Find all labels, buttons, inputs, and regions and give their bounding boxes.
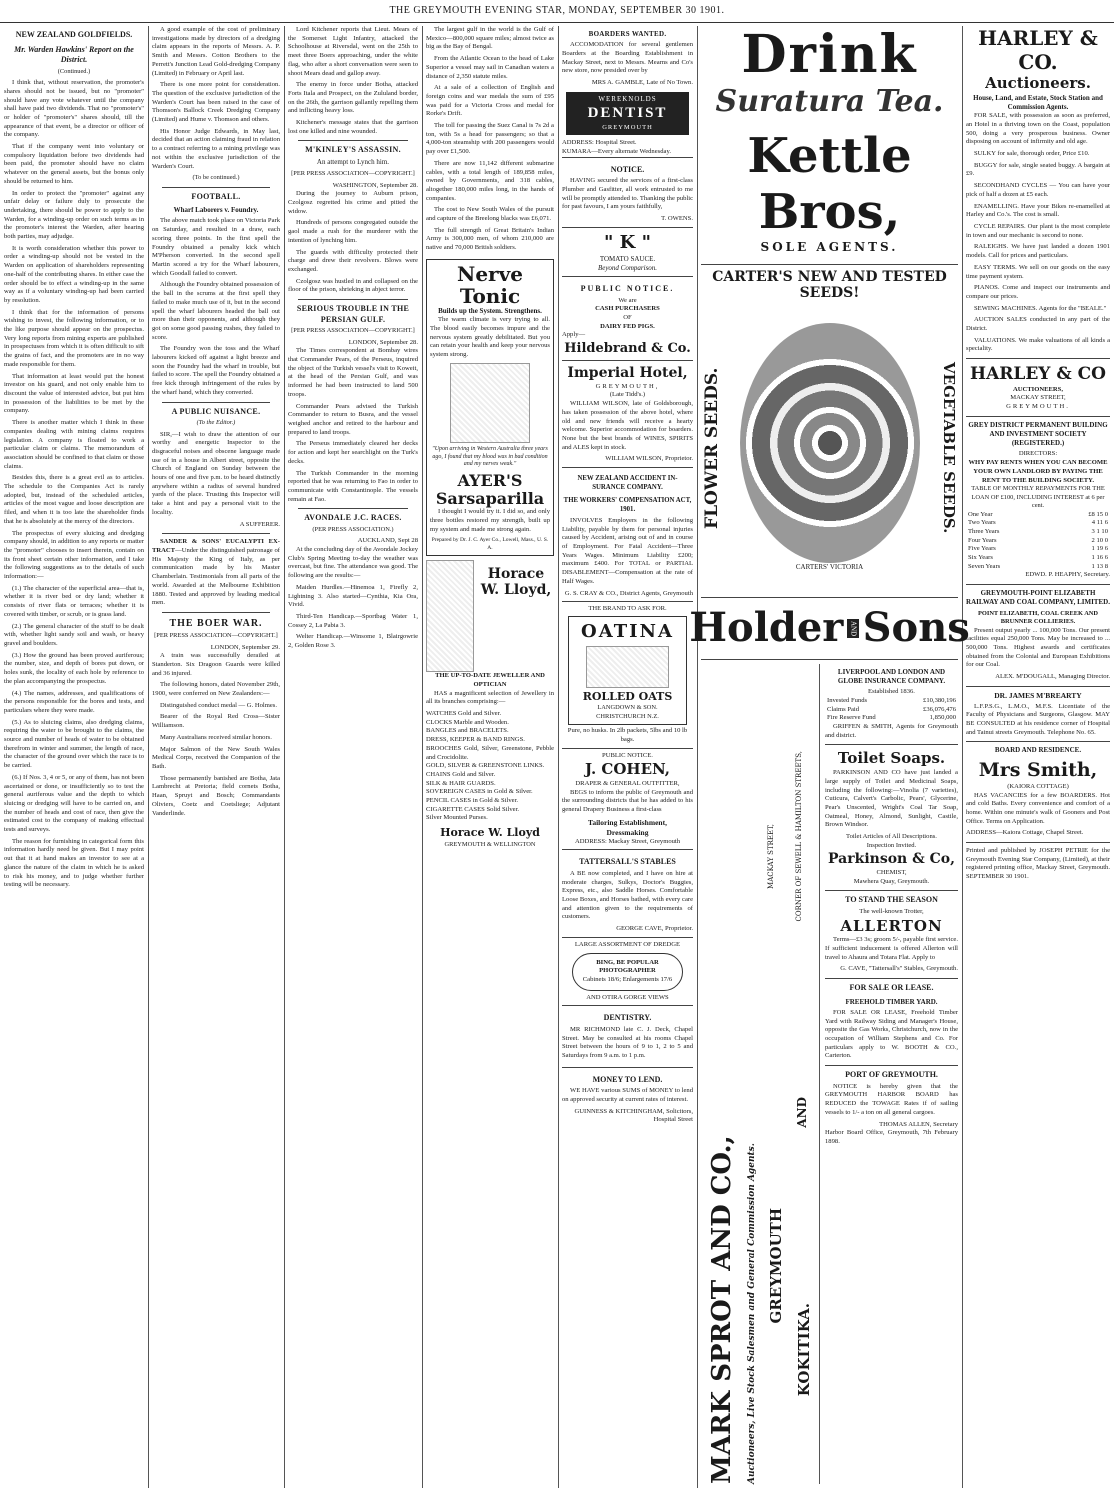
mark-sprot-and: AND [795,1096,810,1128]
table-value-cell: 2 10 0 [1091,536,1108,544]
paragraph: (4.) The names, addresses, and qualifications of the persons responsible for the bores and tests, and particulars where they were made. [4,689,144,714]
paragraph: Distinguished conduct medal — G. Holmes. [160,701,278,709]
paragraph: SEWING MACHINES. Agents for the "BEALE." [974,304,1107,312]
public-notice-line: CASH PURCHASERS [595,305,660,313]
cohen-address: ADDRESS: Mackay Street, Greymouth [574,837,681,845]
paragraph: The toll for passing the Suez Canal is 7s 2d a ton, with 5s a head for passengers; so that a 4,000-ton steamship with 200 passengers would pay over £1,500. [426,122,554,156]
paragraph: (6.) If Nos. 3, 4 or 5, or any of them, has not been ascertained or done, or insufficiently so to test the general auriferous value and the depth to which sluicing or dredging will have to be carried on, and the number of heads and cost of race, then give the estimated cost to the company of making effectual tests and surveys. [4,773,144,834]
paragraph: Major Salmon of the New South Wales Medical Corps, received the Companion of the Bath. [152,745,280,770]
table-label-cell: Three Years [968,527,1000,535]
workers-act-text: INVOLVES Employers in the following Liability, payable by them for personal injuries caused by Accident, arising out of and in course of Employment. For Fatal Accident—Three Years Wages. Minimum Liability £200; maximum £400. For TOTAL or PARTIAL DISABLEMENT—Compensation at the rate of Half Wages. [562,516,693,585]
table-value-cell: 1 13 8 [1091,562,1108,570]
plumber-signature: T. OWENS. [661,215,693,223]
persian-body [288,347,418,504]
paragraph: Those permanently banished are Botha, Jata Lambrecht at Pretoria; field cornets Botha, Haan, Spruyt and Bosch; Commandants Oliviers, Coetz and Coetsliege; Adjutant Vanderlinde. [152,774,280,817]
timber-heading: FREEHOLD TIMBER YARD. [845,997,938,1006]
cohen-notice-heading: PUBLIC NOTICE. [602,751,653,759]
table-row [966,537,1110,546]
paragraph: At a sale of a collection of English and foreign coins and war medals the sum of £95 was paid for a Victoria Cross and medal for Rorke's Drift. [426,84,554,118]
paragraph: Besides this, there is a great evil as to articles. The schedule to the Companies Act is rarely adopted, but, instead of the scheduled articles, articles of the most vague and loose description are filed, and when it is too late the shareholder finds that he is absolutely at the mercy of the directors. [4,474,144,525]
boarders-text: ACCOMODATION for several gentlemen Boarders at the Boarding Establishment in Mackay Street, next to Messrs. Mearns and Co's new store, now presided over by [562,41,693,75]
money-text: WE HAVE various SUMS of MONEY to lend on approved security at current rates of interest. [562,1087,693,1103]
parkinson-trade: CHEMIST, [876,868,907,876]
toilet-articles: Toilet Articles of All Descriptions. [846,833,937,841]
paragraph: There are now 11,142 different submarine cables, with a total length of 189,858 miles, owned by Governments, and 318 cables, altogether 180,000 miles long, in the hands of companies. [426,159,554,202]
table-value-cell: 3 1 10 [1091,527,1108,535]
mark-sprot-trade: Auctioneers, Live Stock Salesmen and General Commission Agents. [747,1142,758,1484]
portrait-illustration [450,363,530,443]
paragraph: During the journey to Auburn prison, Czolgosz regretted his crime and pitied the widow. [288,190,418,215]
continued-note: (Continued.) [57,67,91,75]
workers-act-signature: G. S. CRAY & CO., District Agents, Greymouth [564,589,693,597]
paragraph: SILK & HAIR GUARDS. [426,779,496,787]
oatina-foot: Pure, no husks. In 2lb packets, 5lbs and 10 lb bags. [567,727,688,743]
ayers-title: AYER'S Sarsaparilla [435,471,545,509]
paragraph: There is another matter which I think in these companies dealing with mining claims requires legislation. A company is floated to work a particular claim or claims. The memorandum of association should be confined to that claim or those claims. [4,419,144,470]
k-sauce-title: " K " [604,231,651,253]
imprint: Printed and published by JOSEPH PETRIE for the Greymouth Evening Star Company, (Limited), at their registered printing office, Mackay Street, Greymouth. SEPTEMBER 30 1901. [966,847,1110,881]
mark-sprot-ad [701,664,820,1484]
paragraph: AUCTION SALES conducted in any part of the District. [966,316,1110,333]
nerve-tonic-text: The warm climate is very trying to all. The blood easily becomes impure and the nervous system greatly debilitated. But you can retain your health and keep your nervous system strong. [430,316,550,358]
paragraph: Many Australians received similar honors. [160,733,272,741]
harley-address: MACKAY STREET, [1010,394,1066,402]
football-subheading: Wharf Laborers v. Foundry. [173,206,259,215]
table-row [825,714,958,723]
paragraph: The largest gulf in the world is the Gulf of Mexico—800,000 square miles; almost twice as big as the Bay of Bengal. [426,26,554,51]
table-value-cell: £36,076,476 [923,705,956,713]
paragraph: Third-Ten Handicap.—Sportbag Water 1, Cossey 2, La Pabia 3. [288,612,418,629]
paragraph: BROOCHES Gold, Silver, Greenstone, Pebble and Crocidolite. [426,744,554,761]
nuisance-heading: A PUBLIC NUISANCE. [171,406,261,416]
paragraph: The Times correspondent at Bombay wires that Commander Pears, of the Perseus, inquired the object of the Turkish vessel's visit to Koweit, at the head of the Persian Gulf, and was informed he had been instructed to land 500 troops. [288,347,418,398]
mark-sprot-name: MARK SPROT AND CO., [707,1134,738,1484]
boarders-heading: BOARDERS WANTED. [588,30,667,38]
paragraph: FOR SALE, with possession as soon as preferred, an Hotel in a thriving town on the Coast, population 500, doing a very prosperous business. Owner disposing on account of infirmity and old age. [966,112,1110,146]
plumber-notice-text: HAVING secured the services of a first-class Plumber and Gasfitter, all work entrusted to me will be promptly attended to. Thanking the public for past favours, I am yours faithfully, [562,177,693,211]
holder-right: Sons [862,603,970,651]
mrs-smith-text: HAS VACANCIES for a few BOARDERS. Hot and cold Baths. Every convenience and comfort of a home. Within one minute's walk of Gooners and Post Office. Terms on Application. [966,791,1110,825]
paragraph: His Honor Judge Edwards, in May last, decided that an action claiming fraud in relation to a contract referring to a mining privilege was not within the exclusive jurisdiction of the Warden's Court. [152,127,280,170]
column-rule [962,26,963,1488]
paragraph: Hundreds of persons congregated outside the gaol made a rush for the murderer with the intention of lynching him. [288,219,418,244]
sale-heading: FOR SALE OR LEASE. [849,983,934,993]
paragraph: The Turkish Commander in the morning reported that he was returning to Fao in order to communicate with Constantinople. The vessels remain at Fao. [288,469,418,503]
drink-headline: Drink [741,24,918,85]
table-label-cell: Seven Years [968,562,1001,570]
port-footer: Harbor Board Office, Greymouth, 7th February 1898. [825,1129,958,1145]
table-label-cell: Five Years [968,545,996,553]
nerve-tonic-title: Nerve Tonic [457,261,523,308]
port-text: NOTICE is hereby given that the GREYMOUTH HARBOR BOARD has REDUCED the TOWAGE Rates if of sailing vessels to 1/- a ton on all general cargoes. [825,1082,958,1116]
paragraph: CHAINS Gold and Silver. [426,770,496,778]
nz-accident-heading: NEW ZEALAND ACCIDENT IN-SURANCE COMPANY. [577,475,678,492]
paragraph: Bearer of the Royal Red Cross—Sister Williamson. [152,713,280,730]
paragraph: The above match took place on Victoria Park on Saturday, and resulted in a draw, each scoring three points. In the first spell the Foundry obtained a penalty kick which M'Pherson converted. In the second spell Martin scored a try for the Wharf labourers, which Goodall failed to convert. [152,217,280,277]
imperial-signature: WILLIAM WILSON, Proprietor. [605,455,693,463]
article-body [4,79,144,890]
column-6-right [820,664,958,1484]
oatina-maker: LANGDOWN & SON. CHRISTCHURCH N.Z. [596,704,659,720]
paragraph: Kitchener's message states that the garrison lost one killed and nine wounded. [288,119,418,135]
harley-sub: House, Land, and Estate, Stock Station and Commission Agents. [973,93,1103,112]
table-row [825,697,958,706]
article-title: Mr. Warden Hawkins' Report on the District. [14,44,134,65]
mark-sprot-kokitika: KOKITIKA. [795,1302,814,1396]
horace-footer: Horace W. Lloyd [440,826,540,840]
port-signature: THOMAS ALLEN, Secretary [879,1120,958,1128]
sander-text: —Under the distinguished patronage of His Majesty the King of Italy, as per communication made by his Master Chamberlain. Testimonials from all parts of the world. Awarded at the Melbourne Exhibition 1880. Tested and approved by leading medical men. [152,546,280,607]
liverpool-established: Established 1836. [868,688,915,696]
nuisance-signature: A SUFFERER. [239,520,280,528]
horace-lloyd-name: Horace W. Lloyd, [480,566,552,599]
grey-district-heading: GREY DISTRICT PERMANENT BUILDING AND INVESTMENT SOCIETY (REGISTERED.) [968,420,1108,448]
tattersall-heading: TATTERSALL'S STABLES [579,857,676,867]
dentist-banner: WEREKNOLDS DENTIST GREYMOUTH [566,92,689,136]
imperial-hotel-title: Imperial Hotel, [567,365,688,382]
paragraph: In order to protect the "promoter" against any unfair delay or failure duly to prosecute the undertaking, there should be power to apply to the Warden, for a winding-up order on such terms as in the promoter's interest the Warden, after hearing both parties, may adjudge. [4,189,144,241]
allerton-text: Terms—£3 3s; groom 5/-, payable first service. If sufficient inducement is offered Allerton will travel to Ahaura and Totara Flat. Apply to [825,936,958,961]
otira-views: AND OTIRA GORGE VIEWS [586,993,669,1001]
grey-slogan: WHY PAY RENTS WHEN YOU CAN BECOME YOUR OWN LANDLORD BY PAYING THE RENT TO THE BUILDING SOCIETY. [968,459,1108,484]
paragraph: Czolgosz was hustled in and collapsed on the floor of the prison, shrieking in abject terror. [288,277,418,294]
table-label-cell: Four Years [968,536,997,544]
column-rule [558,26,559,1488]
trotter-line: The well-known Trotter, [859,907,924,915]
parkinson-address: Mawhera Quay, Greymouth. [853,877,930,885]
jeweller-figure-illustration [426,560,474,672]
k-sauce-sub: TOMATO SAUCE. [599,254,656,263]
column-rule [284,26,285,1488]
column-5 [562,26,693,1488]
table-label-cell: Invested Funds [827,696,868,704]
flower-seeds-label: FLOWER SEEDS. [702,367,722,529]
coal-text: Present output yearly ... 100,000 Tons. Our present facilities equal 250,000 Tons. May be increased to ... 500,000 Tons. Highest awards and certificates obtained from the Colonial and European Exhibitions for our Coal. [966,626,1110,669]
avondale-dateline: AUCKLAND, Sept 28 [357,537,418,545]
paragraph: A good example of the cost of preliminary investigations made by directors of a dredging claim appears in the reports of Messrs. A. P. Smith and Messrs. Cotton Brothers to the Perrett's Junction Lead Gold-dredging Company (Limited) in February or April last. [152,26,280,77]
plumber-notice-heading: NOTICE. [610,164,645,174]
nerve-caption: "Upon arriving in Western Australia three years ago, I found that my blood was in bad condition and my nerves weak." [432,445,548,468]
grey-directors: DIRECTORS: [1018,450,1058,458]
dredge-heading: LARGE ASSORTMENT OF DREDGE [574,940,681,948]
ayers-foot: Prepared by Dr. J. C. Ayer Co., Lowell, Mass., U. S. A. [431,537,549,551]
table-label-cell: Fire Reserve Fund [827,714,876,722]
table-row [966,511,1110,520]
oatina-heading: THE BRAND TO ASK FOR. [588,605,667,613]
public-notice-line: We are [618,296,637,304]
paragraph: BANGLES and BRACELETS. [426,727,509,735]
table-value-cell: £10,380,196 [923,696,956,704]
table-label-cell: One Year [968,510,993,518]
harley-town: GREYMOUTH. [1006,402,1070,410]
mckinley-subheading: An attempt to Lynch him. [316,157,390,166]
paragraph: VALUATIONS. We make valuations of all kinds a speciality. [966,336,1110,353]
imperial-text: WILLIAM WILSON, late of Goldsborough, has taken possession of the above hotel, where old and new friends will receive a hearty welcome. Superior accommodation for boarders. None but the best brands of WINES, SPIRITS and ALES kept in stock. [562,400,693,451]
imperial-late: (Late Tidd's.) [609,391,646,399]
oatina-brand: OATINA [581,620,674,642]
sander-heading: SANDER & SONS' EUCALYPTI EX-TRACT [152,538,280,554]
paragraph: WATCHES Gold and Silver. [426,710,502,718]
nuisance-subheading: (To the Editor.) [196,419,236,427]
tattersall-text: A BE now completed, and I have on hire at moderate charges, Sulkys, Doctor's Buggies, Express, etc., also Saddle Horses. Comfortable Loose Boxes, and Horses bathed, with every care and attention given to the requirements of customers. [562,869,693,921]
paragraph: CLOCKS Marble and Wooden. [426,718,509,726]
paragraph: (1.) The character of the superficial area—that is, whether it is river bed or dry land; whether it consists of river flats or terraces; whether it is covered with timber, or scrub, or is grass land. [4,584,144,618]
paragraph: Silver Mounted Purses. [426,814,488,822]
paragraph: Commander Pears advised the Turkish Commander to return to Busra, and the vessel weighed anchor and retired to the harbour and prepared to land troops. [288,402,418,436]
money-heading: MONEY TO LEND. [592,1074,663,1084]
paragraph: BUGGY for sale, single seated buggy. A bargain at £9. [966,161,1110,178]
toilet-soaps-text: PARKINSON AND CO have just landed a large supply of Toilet and Medicinal Soaps, including the following:—Vinolia (7 varieties), Cuticura, Calvert's Carbolic, Pears', Glycerine, Pear's Unscented, Wright's Coal Tar Soap, Oatmeal, Honey, Almond, Sunlight, Castile, Brown Windsor. [825,769,958,829]
paragraph: CYCLE REPAIRS. Our plant is the most complete in town and our mechanic is second to none. [966,223,1110,239]
mckinley-agency: [PER PRESS ASSOCIATION—COPYRIGHT.] [291,170,415,178]
imperial-town: GREYMOUTH, [595,382,660,390]
board-heading: BOARD AND RESIDENCE. [994,746,1082,755]
table-value-cell: 1,850,000 [929,714,956,722]
paragraph: That if the company went into voluntary or compulsory liquidation before two dividends had been paid, the promoter should have no claim whatever on the general assets, but the bonus only should be returned to him. [4,143,144,185]
paragraph: ENAMELLING. Have your Bikes re-enamelled at Harley and Co.'s. The cost is small. [966,202,1110,219]
paragraph: GOLD, SILVER & GREENSTONE LINKS. [426,762,545,770]
football-heading: FOOTBALL. [191,191,241,201]
column-rule [422,26,423,1488]
horace-title: THE UP-TO-DATE JEWELLER AND OPTICIAN [435,672,545,688]
liverpool-figures [825,697,958,723]
horace-address: GREYMOUTH & WELLINGTON [444,840,536,848]
table-row [966,519,1110,528]
mrs-smith-sub: (KAIORA COTTAGE) [1007,782,1069,790]
liverpool-heading: LIVERPOOL AND LONDON AND GLOBE INSURANCE COMPANY. [837,667,946,685]
table-label-cell: Six Years [968,554,993,562]
paragraph: DRESS, KEEPER & BAND RINGS. [426,736,525,744]
table-row [966,554,1110,563]
table-row [966,545,1110,554]
doctor-text: L.F.P.S.G., L.M.O., M.F.S. Licentiate of the Faculty of Physicians and Surgeons, Glasgow. MAY BE CONSULTED at his residence corner of Hospital and Tainui streets Greymouth. Telephone No. 65. [966,702,1110,736]
article-kicker: NEW ZEALAND GOLDFIELDS. [15,30,133,39]
mark-sprot-mackay: MACKAY STREET, [767,823,776,889]
table-label-cell: Two Years [968,519,996,527]
paragraph: (5.) As to sluicing claims, also dredging claims, requiring the water to be brought to the claims, the source and number of heads of water to be obtained therefrom in winter and summer, the length of race, the character of the ground over which the race is to be carried. [4,718,144,770]
cohen-trade: DRAPER & GENERAL OUTFITTER, [575,780,680,788]
paragraph: That information at least would put the honest investor on his guard, and not only enable him to discount the value of interested advice, but put him in possession of the liabilities to be met by the company. [4,372,144,415]
paragraph: The full strength of Great Britain's Indian Army is 300,000 men, of whom 210,000 are native and 70,000 British soldiers. [426,226,554,252]
column-6 [689,24,970,1488]
boarders-signature: MRS A. GAMBLE, Late of No Town. [591,79,693,87]
paragraph: EASY TERMS. We sell on our goods on the easy time payment system. [966,263,1110,280]
repayment-table [966,511,1110,572]
table-value-cell: 1 16 6 [1091,554,1108,562]
k-sauce-tagline: Beyond Comparison. [597,263,658,272]
paragraph: PIANOS. Come and inspect our instruments and compare our prices. [966,284,1110,300]
paragraph: The reason for furnishing in categorical form this information hardly need be given. But I may point out that it at hand makes an investor to see at a glance the nature of the claim in which he is asked to risk his money, and to judge whether further testing will be necessary. [4,837,144,889]
dentist-note: KUMARA—Every alternate Wednesday. [562,148,671,156]
paragraph: A train was successfully derailed at Standerton. Six Dragoon Guards were killed and 36 injured. [152,652,280,677]
nuisance-letter: SIR,—I wish to draw the attention of our worthy and energetic Inspector to the disgraceful noises and obscene language made use of in a house in Albert street, opposite the Church of England on Sunday between the hours of one and five p.m. to be heard distinctly anywhere within a radius of several hundred yards of the place. Trusting this Inspector will take a hint and pay a personal visit to the locality. [152,430,280,516]
dentistry-heading: DENTISTRY. [603,1013,652,1023]
cohen-tailoring: Tailoring Establishment, [588,817,667,827]
dentist-address: ADDRESS: Hospital Street. [562,139,637,147]
mckinley-heading: M'KINLEY'S ASSASSIN. [305,145,401,155]
grey-table-heading: TABLE OF MONTHLY REPAYMENTS FOR THE LOAN OF £100, INCLUDING INTEREST at 6 per cent. [971,485,1105,510]
article-body [152,26,280,171]
workers-act-heading: THE WORKERS' COMPENSATION ACT, 1901. [563,497,692,513]
boer-dateline: LONDON, September 29. [210,643,280,651]
cohen-text: BEGS to inform the public of Greymouth and the surrounding districts that he has added to his general Drapery Business a first-class [562,788,693,814]
paragraph: There is one more point for consideration. The question of the exclusive jurisdiction of the Warden's Court has been raised in the case of Thomson's Ballock Creek Dredging Company (Limited) and Hume v. Thomson and others. [152,81,280,124]
table-row [825,706,958,715]
mrs-smith-address: ADDRESS—Kaiora Cottage, Chapel Street. [966,829,1084,837]
paragraph: SULKY for sale, thorough order, Price £10. [974,150,1090,158]
table-value-cell: £8 15 0 [1088,510,1108,518]
column-7 [966,26,1110,1488]
cohen-dressmaking: Dressmaking [606,827,649,837]
persian-agency: [PER PRESS ASSOCIATION—COPYRIGHT.] [291,327,415,335]
nerve-tonic-sub: Builds up the System. Strengthens. [438,306,542,315]
avondale-heading: AVONDALE J.C. RACES. [304,513,402,523]
public-notice-apply: Apply— [562,331,586,339]
table-value-cell: 4 11 6 [1091,519,1108,527]
kettle-bros-headline: Kettle Bros, [747,128,912,240]
paragraph: The enemy in force under Botha, attacked Forts Itala and Prospect, on the Zululand border, on the 26th, the garrison gallantly repelling them and inflicting heavy loss. [288,81,418,115]
avondale-agency: (PER PRESS ASSOCIATION.) [312,525,394,533]
paragraph: PENCIL CASES in Gold & Silver. [426,797,519,805]
table-value-cell: 1 19 6 [1091,545,1108,553]
jewellery-list [426,710,554,823]
facts-body [426,26,554,253]
paragraph: SECONDHAND CYCLES — You can have your pick of half a dozen at £5 each. [966,182,1110,198]
paragraph: Welter Handicap.—Winsome 1, Blairgowrie 2, Golden Rose 3. [288,633,418,650]
mark-sprot-corner: CORNER OF SEWELL & HAMILTON STREETS, [795,751,804,922]
persian-dateline: LONDON, September 28. [348,338,418,346]
mckinley-dateline: WASHINGTON, September 28. [332,181,418,189]
photographer-text: Cabinets 18/6; Enlargements 17/6 [582,975,673,983]
oatina-product: ROLLED OATS [582,689,673,703]
paragraph: At the concluding day of the Avondale Jockey Club's Spring Meeting to-day the weather was overcast, but fine. The attendance was good. The following are the results:— [288,546,418,580]
paragraph: It is worth consideration whether this power to order a winding-up should not be vested in the Warden on application of shareholders representing one-half of the contributing shares. In either case the order should be to effect a winding-up in the same way as if a voluntary winding-up had been carried by resolution. [4,244,144,304]
avondale-body [288,546,418,651]
dentistry-text: MR RICHMOND late C. J. Deck, Chapel Street. May be consulted at his rooms Chapel Street between the hours of 9 to 1, 2 to 5 and Saturdays from 9 a.m. to 1 p.m. [562,1025,693,1059]
paragraph: (2.) The general character of the stuff to be dealt with, whether light sandy soil and wash, or heavy gravel and boulders. [4,622,144,647]
paragraph: The Foundry won the toss and the Wharf labourers kicked off against a light breeze and soon the Foundry had the wharf in trouble, but failed to score. The spell the Foundry obtained a free kick through infringement of the rules by the wharf hand, which they converted. [152,345,280,396]
money-signature: GUINNESS & KITCHINGHAM, Solicitors, Hospital Street [574,1107,693,1124]
football-body [152,217,280,397]
vegetable-seeds-label: VEGETABLE SEEDS. [940,362,958,534]
paragraph: I think that, without reservation, the promoter's shares should not be issued, but no "promoter" should have any vote whatever until the company shall have paid two dividends. That no "promoter's" or holder of "promoter's" shares should, till the appearance of that event, be a director or officer of the company. [4,79,144,139]
persian-heading: SERIOUS TROUBLE IN THE PERSIAN GULF. [296,304,410,324]
carters-caption: CARTERS' VICTORIA [795,563,864,572]
harley-auctioneers: Auctioneers. [985,74,1091,92]
coal-heading: GREYMOUTH-POINT ELIZABETH RAILWAY AND COAL COMPANY, LIMITED. [966,589,1110,607]
allerton-signature: G. CAVE, "Tattersall's" Stables, Greymouth. [840,965,958,973]
paragraph: Although the Foundry obtained possession of the ball in the scrums at the first spell they failed to make much use of it, but in the second spell the wharf labourers headed the ball out more than their opponents, and although they got on some good passing rushes, they failed to score. [152,281,280,341]
continued-note: (To be continued.) [192,174,240,182]
column-2 [152,26,280,1488]
photographer-heading: BING, BE POPULAR PHOTOGRAPHER [596,958,659,975]
inspection-invited: Inspection Invited. [866,841,917,849]
cohen-name: J. COHEN, [585,760,670,779]
column-3 [288,26,418,1488]
column-1 [4,26,144,1488]
tattersall-signature: GEORGE CAVE, Proprietor. [616,925,693,933]
mark-sprot-greymouth: GREYMOUTH [767,1208,786,1324]
paragraph: The cost to New South Wales of the pursuit and capture of the Breelong blacks was £6,071. [426,206,554,223]
harley-listing [966,112,1110,354]
boer-agency: [PER PRESS ASSOCIATION—COPYRIGHT.] [154,632,278,640]
nerve-tonic-ad [426,259,554,556]
table-label-cell: Claims Paid [827,705,860,713]
mrs-smith-name: Mrs Smith, [978,758,1098,781]
kitchener-body [288,26,418,136]
carters-seeds-heading: CARTER'S NEW AND TESTED SEEDS! [712,268,947,301]
suratura-tea-headline: Suratura Tea. [715,84,944,119]
allerton-name: ALLERTON [840,916,943,935]
toilet-soaps-heading: Toilet Soaps. [837,749,946,768]
harley-heading: HARLEY & CO. [978,26,1098,74]
port-heading: PORT OF GREYMOUTH. [845,1070,938,1080]
grey-signature: EDWD. P. HEAPHY, Secretary. [1025,571,1110,579]
paragraph: From the Atlantic Ocean to the head of Lake Superior a vessel may sail in Canadian waters a distance of 2,350 statute miles. [426,55,554,80]
season-heading: TO STAND THE SEASON [845,895,938,905]
paragraph: Maiden Hurdles.—Hinemoa 1, Firefly 2, Lightning 3. Also started—Cynthia, Kia Ora, Vivid. [288,583,418,609]
column-rule [697,26,698,1488]
paragraph: RALEIGHS. We have just landed a dozen 1901 models. Call for prices and particulars. [966,243,1110,260]
coal-sub: POINT ELIZABETH, COAL CREEK AND BRUNNER COLLIERIES. [977,609,1099,626]
coal-signature: ALEX. M'DOUGALL, Managing Director. [995,673,1110,681]
paragraph: I think that for the information of persons wishing to invest, the following information, or to the like purpose should appear on the prospectus. Very long reports from mining experts are published in prospectuses from which it is often difficult to sift the grains of fact, and the promoters are in no way made responsible for them. [4,308,144,368]
mckinley-body [288,190,418,295]
sole-agents: SOLE AGENTS. [760,240,899,254]
liverpool-signature: GRIFFEN & SMITH, Agents for Greymouth and district. [825,722,958,739]
parkinson-name: Parkinson & Co, [828,851,955,868]
cauliflower-illustration [740,323,920,563]
harley-sub-2: AUCTIONEERS, [1012,385,1063,393]
doctor-heading: DR. JAMES M'BREARTY [994,690,1082,700]
boer-body [152,652,280,818]
table-row [966,528,1110,537]
oatina-packet-illustration [586,646,669,688]
public-notice-line: DAIRY FED PIGS. [600,322,655,330]
paragraph: CIGARETTE CASES Solid Silver. [426,805,520,813]
column-rule [148,26,149,1488]
holder-and: AND [847,619,858,638]
paragraph: The prospectus of every sluicing and dredging company should, in addition to any reports or matter the "promoter" chooses to insert therein, contain on its front sheet certain other information, and I take the following suggestions as to the details of such information:— [4,529,144,581]
paragraph: The guards with difficulty protected their charge and drew their revolvers. Blows were exchanged. [288,248,418,273]
holder-left: Holder [689,603,844,651]
horace-text: HAS a magnificent selection of Jewellery in all its branches comprising:— [426,689,554,706]
hildebrand-name: Hildebrand & Co. [564,341,691,357]
paragraph: SOVEREIGN CASES in Gold & Silver. [426,788,533,796]
paragraph: The following honors, dated November 29th, 1900, were conferred on New Zealanders:— [152,681,280,698]
table-row [966,563,1110,572]
boer-war-heading: THE BOER WAR. [169,617,263,629]
public-notice-heading: PUBLIC NOTICE. [580,284,675,294]
harley-heading-2: HARLEY & CO [970,364,1106,385]
paragraph: Lord Kitchener reports that Lieut. Mears of the Somerset Light Infantry, attacked the Schoolhouse at Riversdal, went on the 25th to meet three Boers approaching, under the white flag, who after a short conversation were seen to shoot Mears dead and gallop away. [288,26,418,77]
masthead: THE GREYMOUTH EVENING STAR, MONDAY, SEPTEMBER 30 1901. [0,0,1114,23]
column-4 [426,26,554,1488]
timber-text: FOR SALE OR LEASE, Freehold Timber Yard with Railway Siding and Manager's House, opposite the Gas Works, Christchurch, now in the occupation of William Stephens and Co. For particulars apply to W. BOOTH & CO., Carterton. [825,1008,958,1060]
public-notice-line: OF [623,314,632,321]
paragraph: (3.) How the ground has been proved auriferous; the number, size, and depth of bores put down, or holes sunk, the locality of each hole by reference to the plan accompanying the prospectus. [4,651,144,685]
ayers-text: I thought I would try it. I did so, and only three bottles restored my strength, built up my system and made me strong again. [430,508,550,533]
paragraph: The Perseus immediately cleared her decks for action and kept her searchlight on the Turk's decks. [288,440,418,465]
